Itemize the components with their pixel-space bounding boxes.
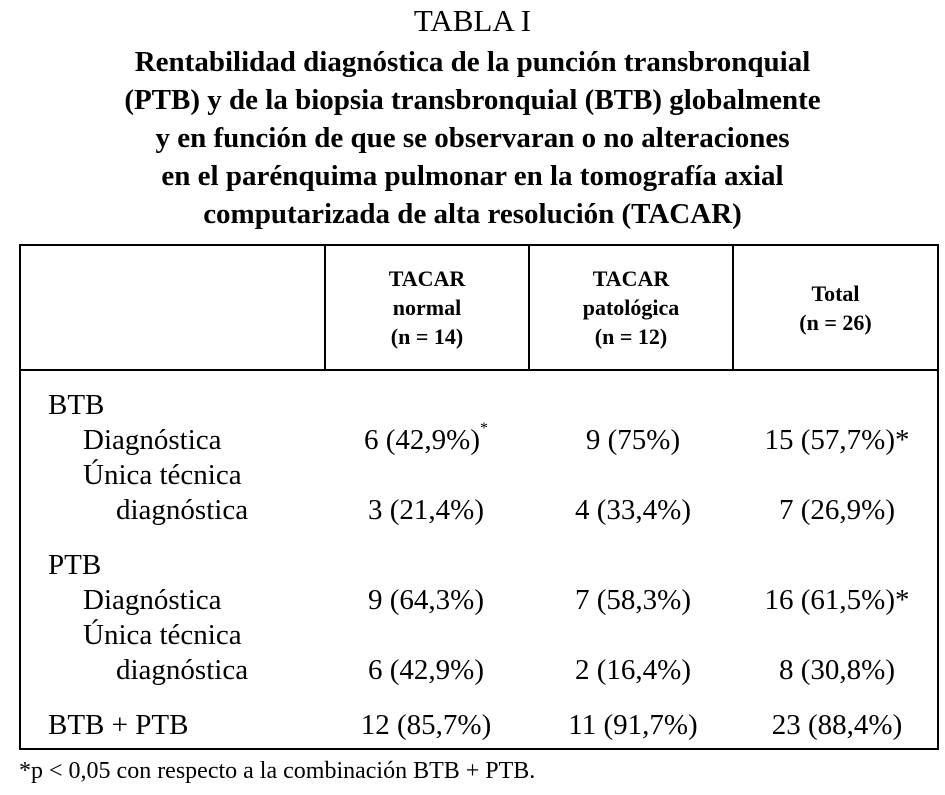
caption-line: (PTB) y de la biopsia transbronquial (BTB) globalmente [124, 84, 821, 116]
header-line: patológica [582, 295, 680, 320]
cell-combo-patologica: 11 (91,7%) [568, 709, 698, 741]
row-label-btb-diagnostica: Diagnóstica [83, 424, 222, 456]
column-header-tacar-normal [326, 246, 528, 369]
caption-line: en el parénquima pulmonar en la tomografía axial [161, 160, 784, 192]
cell-ptb-unica-patologica: 2 (16,4%) [575, 654, 691, 686]
column-header-total [734, 246, 937, 369]
caption-line: computarizada de alta resolución (TACAR) [203, 198, 742, 230]
header-line: TACAR [388, 266, 466, 291]
header-line: TACAR [592, 266, 670, 291]
cell-btb-diag-normal: 6 (42,9%)* [364, 420, 488, 456]
row-label-ptb-unica-cont: diagnóstica [116, 654, 249, 686]
cell-combo-total: 23 (88,4%) [771, 709, 903, 741]
header-line: Total [811, 280, 860, 306]
header-line: normal [392, 295, 462, 320]
row-label-btb-ptb: BTB + PTB [48, 709, 189, 741]
header-line: (n = 14) [390, 324, 464, 349]
table-caption [0, 43, 945, 233]
cell-btb-unica-normal: 3 (21,4%) [368, 494, 484, 526]
table-footnote: *p < 0,05 con respecto a la combinación BTB + PTB. [19, 758, 536, 784]
significance-mark: * [479, 420, 488, 437]
header-rule [21, 369, 937, 371]
cell-ptb-diag-normal: 9 (64,3%) [368, 584, 484, 616]
group-label-btb: BTB [48, 389, 105, 421]
row-label-ptb-unica: Única técnica [83, 619, 242, 651]
cell-btb-unica-patologica: 4 (33,4%) [575, 494, 691, 526]
data-table [19, 244, 939, 750]
cell-ptb-unica-normal: 6 (42,9%) [368, 654, 484, 686]
cell-btb-diag-patologica: 9 (75%) [585, 424, 681, 456]
column-header-tacar-patologica [530, 246, 732, 369]
row-label-ptb-diagnostica: Diagnóstica [83, 584, 222, 616]
cell-ptb-unica-total: 8 (30,8%) [779, 654, 895, 686]
cell-btb-unica-total: 7 (26,9%) [779, 494, 895, 526]
caption-line: Rentabilidad diagnóstica de la punción transbronquial [134, 46, 811, 78]
row-label-btb-unica: Única técnica [83, 459, 242, 491]
header-line: (n = 26) [799, 309, 872, 335]
row-label-btb-unica-cont: diagnóstica [116, 494, 249, 526]
caption-line: y en función de que se observaran o no alteraciones [155, 122, 790, 154]
cell-btb-diag-total: 15 (57,7%)* [764, 424, 910, 456]
cell-combo-normal: 12 (85,7%) [360, 709, 492, 741]
cell-ptb-diag-total: 16 (61,5%)* [764, 584, 910, 616]
table-label: TABLA I [413, 3, 532, 38]
header-line: (n = 12) [594, 324, 668, 349]
cell-ptb-diag-patologica: 7 (58,3%) [575, 584, 691, 616]
group-label-ptb: PTB [48, 549, 102, 581]
